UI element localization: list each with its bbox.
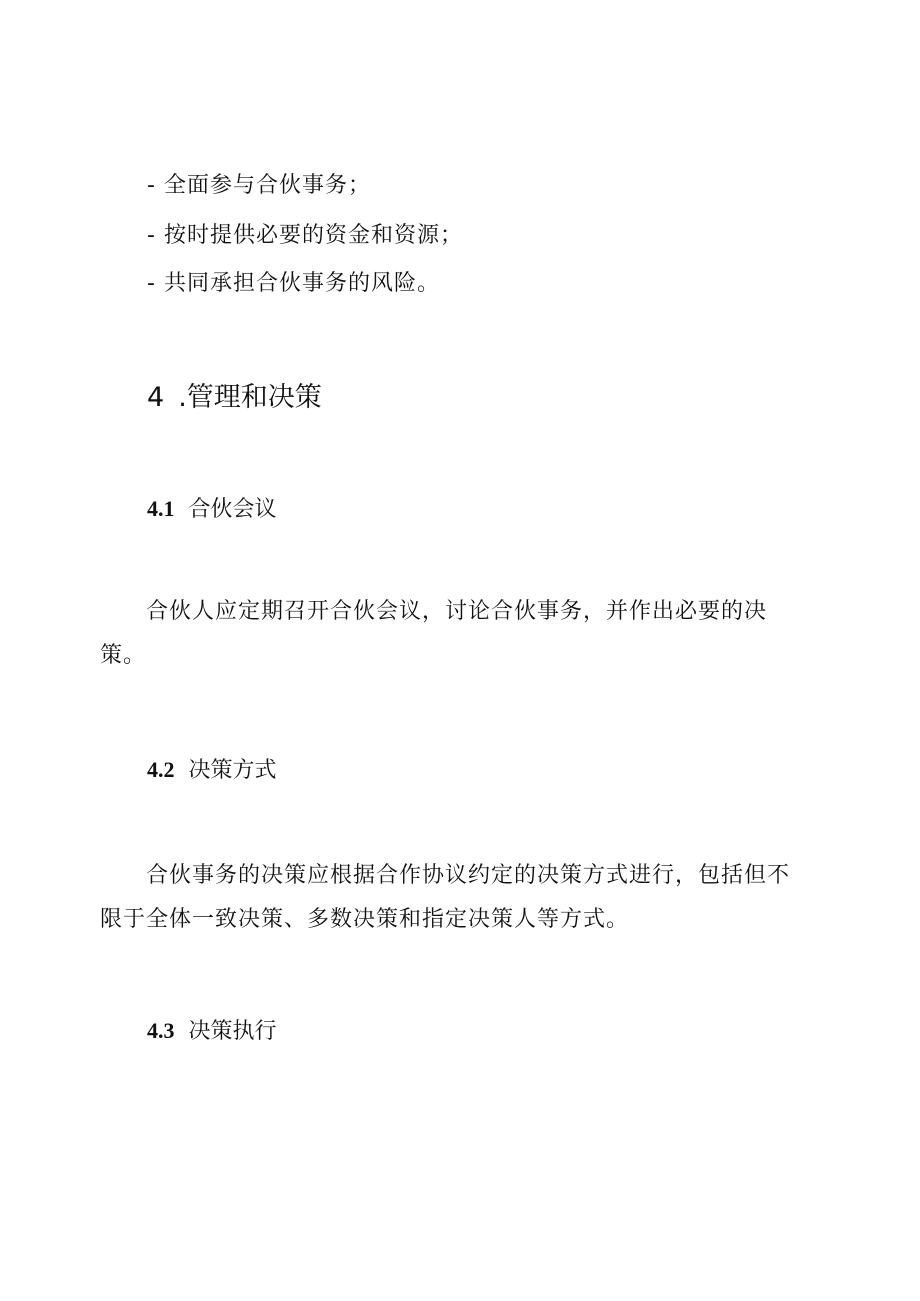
- bullet-dash: -: [147, 173, 156, 198]
- bullet-dash: -: [147, 223, 156, 248]
- subsection-heading: [147, 494, 277, 525]
- bullet-text: 按时提供必要的资金和资源；: [163, 223, 463, 248]
- bullet-item: [147, 171, 371, 201]
- subsection-heading: [147, 1016, 277, 1047]
- subsection-number: 4.2: [147, 757, 175, 782]
- paragraph: 合伙事务的决策应根据合作协议约定的决策方式进行，包括但不限于全体一致决策、多数决策和指定决策人等方式。: [100, 863, 791, 932]
- section-title-text: .管理和决策: [178, 382, 322, 413]
- bullet-text: 共同承担合伙事务的风险。: [163, 271, 440, 296]
- subsection-title: 决策执行: [188, 1019, 277, 1044]
- subsection-number: 4.1: [147, 496, 175, 521]
- bullet-item: [147, 269, 440, 299]
- subsection-title: 合伙会议: [188, 497, 277, 522]
- subsection-heading: [147, 755, 277, 786]
- bullet-text: 全面参与合伙事务；: [163, 173, 371, 198]
- subsection-number: 4.3: [147, 1018, 175, 1043]
- bullet-dash: -: [147, 271, 156, 296]
- paragraph: 合伙人应定期召开合伙会议，讨论合伙事务，并作出必要的决策。: [100, 599, 768, 668]
- section-number: 4: [147, 382, 165, 413]
- bullet-item: [147, 221, 463, 251]
- section-heading: [147, 380, 322, 416]
- subsection-title: 决策方式: [188, 758, 277, 783]
